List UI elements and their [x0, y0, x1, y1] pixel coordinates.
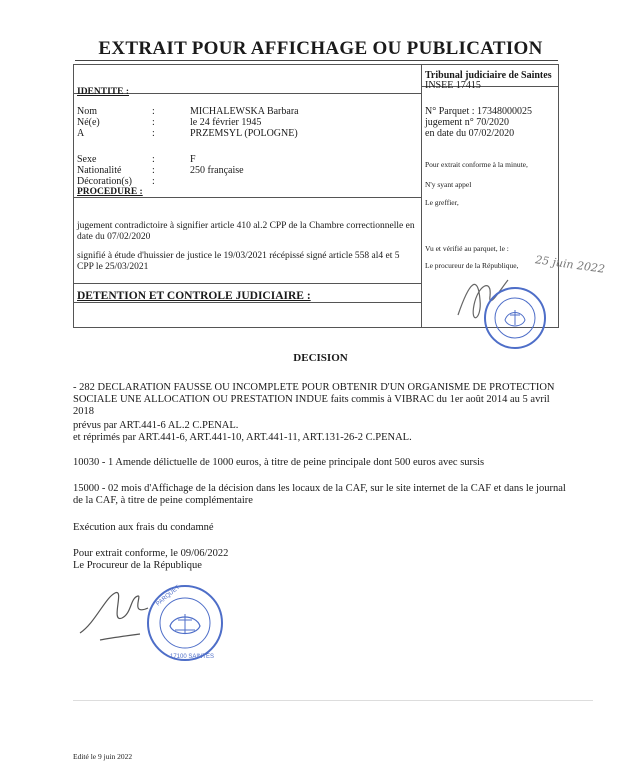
identite-sep: :: [152, 128, 155, 139]
detention-bottom-rule: [73, 302, 421, 303]
identite-heading: IDENTITE :: [77, 87, 129, 97]
identite-value-nationalite: 250 française: [190, 165, 244, 176]
greffier-label: Le greffier,: [425, 198, 459, 207]
detention-heading: DETENTION ET CONTROLE JUDICIAIRE :: [77, 290, 311, 302]
identite-sep: :: [152, 165, 155, 176]
decision-execution: Exécution aux frais du condamné: [73, 522, 214, 533]
identite-value-nom: MICHALEWSKA Barbara: [190, 106, 299, 117]
identite-label-ne: Né(e): [77, 117, 100, 128]
tribunal-insee: INSEE 17415: [425, 80, 481, 91]
identite-sep: :: [152, 106, 155, 117]
decision-heading: DECISION: [293, 352, 348, 364]
identite-label-nom: Nom: [77, 106, 97, 117]
extrait-conforme: Pour extrait conforme à la minute,: [425, 160, 528, 169]
jugement-number: jugement n° 70/2020: [425, 117, 509, 128]
decision-reprimes: et réprimés par ART.441-6, ART.441-10, ART.441-11, ART.131-26-2 C.PENAL.: [73, 432, 412, 443]
parquet-number: N° Parquet : 17348000025: [425, 106, 533, 117]
detention-top-rule: [73, 283, 421, 284]
jugement-date: en date du 07/02/2020: [425, 128, 515, 139]
svg-text:17100 SAINTES: 17100 SAINTES: [170, 654, 215, 660]
svg-text:PARQUET: PARQUET: [155, 584, 182, 608]
procedure-jugement: jugement contradictoire à signifier article 410 al.2 CPP de la Chambre correctionnelle en date du 07/02/2020: [77, 221, 415, 242]
identite-sep: :: [152, 117, 155, 128]
identite-sep: :: [152, 176, 155, 187]
identite-label-decoration: Décoration(s): [77, 176, 132, 187]
column-divider: [421, 64, 422, 328]
identite-sep: :: [152, 154, 155, 165]
closing-procureur: Le Procureur de la République: [73, 560, 202, 571]
identite-value-naissance: le 24 février 1945: [190, 117, 262, 128]
tribunal-name: Tribunal judiciaire de Saintes: [425, 70, 552, 81]
footer-edited: Edité le 9 juin 2022: [73, 752, 133, 761]
decision-affichage: 15000 - 02 mois d'Affichage de la décision dans les locaux de la CAF, sur le site internet de la CAF et dans le journal de la CAF, à titre de peine complémentaire: [73, 483, 566, 506]
vu-verifie: Vu et vérifié au parquet, le :: [425, 244, 509, 253]
identite-label-lieu: A: [77, 128, 85, 139]
handwritten-date: 25 juin 2022: [534, 253, 606, 276]
signature-stamp-top: [450, 270, 550, 365]
decision-amende: 10030 - 1 Amende délictuelle de 1000 euros, à titre de peine principale dont 500 euros avec sursis: [73, 457, 485, 468]
identite-label-sexe: Sexe: [77, 154, 97, 165]
title-divider: [75, 60, 558, 61]
procedure-heading: PROCEDURE :: [77, 187, 143, 197]
closing-conforme: Pour extrait conforme, le 09/06/2022: [73, 548, 229, 559]
procedure-signification: signifié à étude d'huissier de justice le 19/03/2021 récépissé signé article 558 al4 et 5 CPP le 25/03/2021: [77, 251, 400, 272]
decision-prevus: prévus par ART.441-6 AL.2 C.PENAL.: [73, 420, 239, 431]
identite-value-lieu: PRZEMSYL (POLOGNE): [190, 128, 298, 139]
decision-infraction: - 282 DECLARATION FAUSSE OU INCOMPLETE POUR OBTENIR D'UN ORGANISME DE PROTECTION SOCIALE UNE ALLOCATION OU PRESTATION INDUE faits commis à VIBRAC du 1er août 2014 au 5 avril 2018: [73, 382, 555, 417]
document-title: EXTRAIT POUR AFFICHAGE OU PUBLICATION: [98, 38, 543, 59]
identite-label-nationalite: Nationalité: [77, 165, 122, 176]
procureur-label: Le procureur de la République,: [425, 261, 519, 270]
signature-stamp-bottom: [70, 578, 240, 673]
identite-value-sexe: F: [190, 154, 196, 165]
footer-divider: [73, 700, 593, 701]
appel-note: N'y syant appel: [425, 180, 472, 189]
